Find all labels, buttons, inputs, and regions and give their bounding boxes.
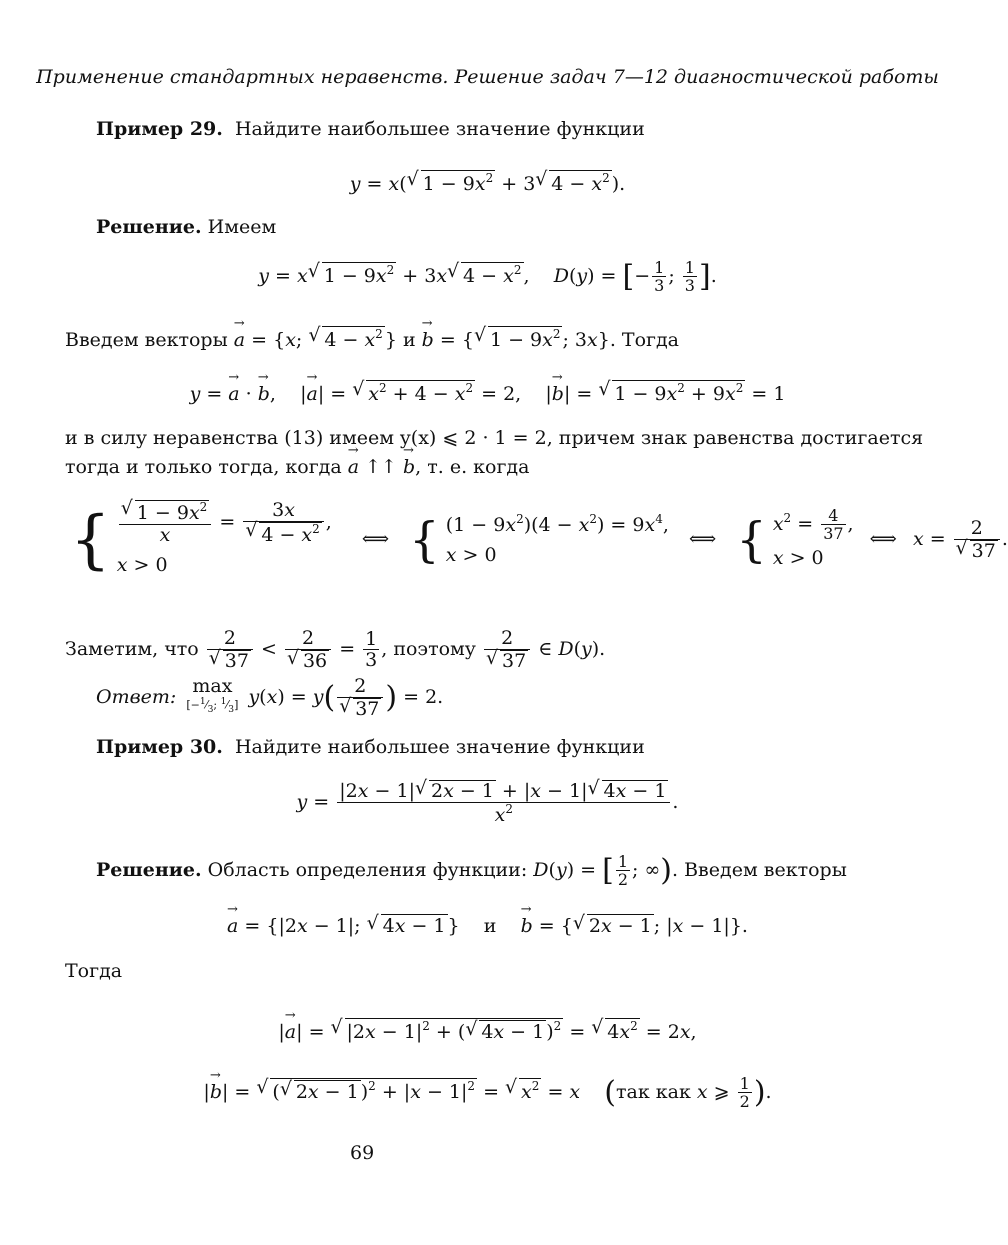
example-29-statement [96, 118, 645, 142]
solution-29-answer: Ответ: max [$-^1⁄_3$; $^1⁄_3$] y(x) = y( 2 √ 37 ) = 2. [96, 676, 443, 720]
running-header: Применение стандартных неравенств. Решение задач 7—12 диагностической работы [36, 66, 939, 88]
then-text: . Тогда [609, 329, 679, 351]
vectors-intro-text-30: . Введем векторы [672, 858, 847, 881]
solution-29-condition-text: и в силу неравенства (13) имеем y(x) ⩽ 2 · 1 = 2, причем знак равенства достигается [65, 427, 924, 449]
vectors-intro-text: Введем векторы [65, 329, 228, 351]
note-part-b: , поэтому [381, 637, 476, 660]
example-29-task: Найдите наибольшее значение функции [234, 118, 645, 140]
example-30-task: Найдите наибольшее значение функции [234, 736, 645, 758]
solution-29-vectors-line: Введем векторы → a = {x; √ $4 - x^2$ } и → b = {√ $1 - 9x^2$ ; 3x}. Тогда [65, 326, 679, 353]
example-29-formula: y = x(√ $1 - 9x^2 + 3√$ $4 - x^2$ ). [0, 170, 975, 197]
answer-max: max [192, 675, 233, 697]
solution-29-condition-text-2: тогда и только тогда, когда → a ↑↑ → b, т. е. когда [65, 456, 529, 480]
solution-29-domain-formula: y = x√ $1 - 9x^2 + 3x√$ $4 - x^2$ , D(y) = [− $\frac{1}{3}$ ; $\frac{1}{3}$ ]. [0, 258, 975, 296]
condition-part-a: тогда и только тогда, когда [65, 456, 342, 478]
example-30-formula: y = $\frac{|2x - 1|√ 2x - 1 + |x - 1|√ 4x - 1}{x^2}$ . [0, 780, 975, 826]
note-part-a: Заметим, что [65, 637, 199, 660]
answer-label: Ответ: [96, 685, 177, 708]
solution-30-label: Решение. [96, 858, 202, 881]
example-30-statement [96, 736, 645, 760]
solution-30-norm-b: |→ b| = √ (√ 2x − 1 )$^2 + |x - 1|^2$ = √ $x^2 = x$ (так как x ⩾ $\frac{1}{2}$ ). [0, 1074, 975, 1112]
solution-29-label: Решение. [96, 216, 202, 238]
solution-29-note: Заметим, что 2 √ 37 < 2 √ 36 = $\frac{1}{3}$ , поэтому 2 √ 37 ∈ D(y). [65, 628, 605, 672]
and-text-30: и [483, 915, 497, 937]
solution-30-norm-a: |→ a| = √ $|2x - 1|^2$ + (√ 4x − 1 )$^2$ = √ $4x^2 = 2x$, [0, 1018, 975, 1045]
solution-29-system: { √ $\frac{1 - 9x^2}{x}$ = 3x √ $4 - x^2$ , x > 0 ⟺ { $(1 - 9x^2)(4 - x^2) = 9x^4$, x > 0 ⟺ { $x^2$ = $\frac{4}{37}$ , x > 0 ⟺ x = 2 √ 37 . [70, 500, 1008, 580]
solution-29-heading [96, 216, 276, 240]
and-text: и [402, 329, 416, 351]
solution-30-vectors: → a = {|2x − 1|; √ 4x − 1 } и → b = {√ 2x − 1 ; |x − 1|}. [0, 914, 975, 939]
solution-29-dot-product: y = → a · → b, |→ a| = √ $x^2 + 4 - x^2 = 2$, |→ b| = √ $1 - 9x^2 + 9x^2 = 1$ [0, 380, 975, 407]
condition-part-b: , т. е. когда [415, 456, 530, 478]
since-text: так как [616, 1080, 691, 1103]
solution-30-then: Тогда [65, 960, 123, 982]
domain-text: Область определения функции: [207, 858, 528, 881]
example-29-title: Пример 29. [96, 118, 223, 140]
solution-30-domain-line: Решение. Область определения функции: D(y) = [ $\frac{1}{2}$ ; ∞). Введем векторы [96, 851, 847, 890]
example-30-title: Пример 30. [96, 736, 223, 758]
page-number: 69 [350, 1142, 375, 1164]
solution-29-intro: Имеем [207, 216, 277, 238]
